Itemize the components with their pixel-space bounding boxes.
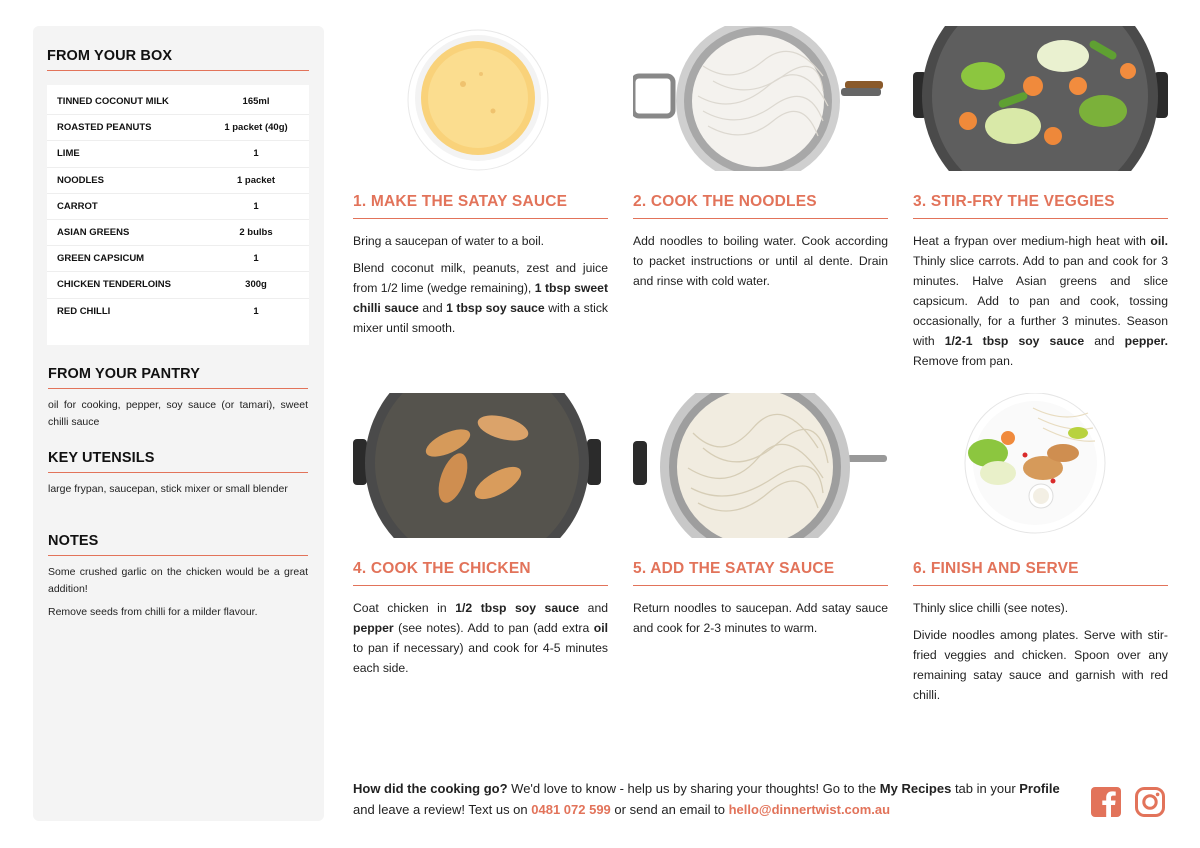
bold-text: 1 tbsp sweet chilli sauce — [353, 281, 609, 315]
bold-text: How did the cooking go? — [353, 781, 508, 796]
bold-text: 1/2-1 tbsp soy sauce — [944, 334, 1085, 348]
bold-text: oil. — [1150, 234, 1168, 248]
satay-sauce-bowl-icon — [353, 26, 608, 171]
text-span: (see notes). Add to pan (add extra — [393, 621, 594, 635]
utensils-heading: KEY UTENSILS — [48, 450, 155, 466]
divider — [353, 218, 608, 219]
utensils-section — [48, 450, 308, 498]
step-paragraph — [353, 598, 608, 678]
notes-heading: NOTES — [48, 533, 99, 549]
chicken-frypan-icon — [353, 393, 608, 538]
ingredient-qty: 1 — [253, 253, 259, 265]
step-body — [633, 231, 888, 291]
ingredients-table — [47, 85, 309, 345]
ingredient-qty: 1 — [253, 200, 259, 212]
ingredient-row — [47, 115, 309, 141]
text-span: Thinly slice chilli (see notes). — [913, 601, 1069, 615]
step-photo — [353, 393, 608, 538]
step-photo — [633, 393, 888, 538]
ingredient-name: LIME — [57, 148, 80, 160]
step-title: 6. FINISH AND SERVE — [913, 560, 1079, 577]
step-title: 4. COOK THE CHICKEN — [353, 560, 531, 577]
divider — [633, 218, 888, 219]
ingredient-row — [47, 89, 309, 115]
divider — [913, 585, 1168, 586]
text-span: Remove from pan. — [913, 354, 1014, 368]
ingredient-name: ROASTED PEANUTS — [57, 122, 152, 134]
ingredient-name: NOODLES — [57, 174, 104, 186]
text-span: Divide noodles among plates. Serve with stir-fried veggies and chicken. Spoon over any remaining satay sauce and garnish with red chilli. — [913, 628, 1168, 702]
step-body — [913, 231, 1168, 371]
from-your-box-heading: FROM YOUR BOX — [47, 48, 173, 64]
ingredient-qty: 1 packet (40g) — [224, 122, 288, 134]
text-span: or send an email to — [610, 802, 729, 817]
step-1 — [353, 26, 608, 338]
ingredient-name: CARROT — [57, 200, 98, 212]
step-paragraph — [913, 231, 1168, 371]
text-span: Heat a frypan over medium-high heat with — [913, 234, 1151, 248]
step-body — [353, 598, 608, 678]
divider — [48, 555, 308, 556]
divider — [47, 70, 309, 71]
step-body — [633, 598, 888, 638]
step-paragraph — [913, 598, 1168, 618]
ingredient-row — [47, 194, 309, 220]
text-span: Blend coconut milk, peanuts, zest and juice from 1/2 lime (wedge remaining), — [353, 261, 608, 295]
ingredient-qty: 1 — [253, 306, 259, 318]
facebook-link[interactable] — [1090, 786, 1122, 818]
bold-text: Profile — [1019, 781, 1060, 796]
ingredient-name: CHICKEN TENDERLOINS — [57, 279, 172, 291]
divider — [48, 472, 308, 473]
ingredient-qty: 300g — [245, 279, 267, 291]
pantry-heading: FROM YOUR PANTRY — [48, 366, 200, 382]
ingredient-row — [47, 168, 309, 194]
ingredient-name: ASIAN GREENS — [57, 227, 130, 239]
notes-section — [48, 533, 308, 621]
step-title: 2. COOK THE NOODLES — [633, 193, 817, 210]
step-title: 3. STIR-FRY THE VEGGIES — [913, 193, 1115, 210]
step-paragraph — [353, 231, 608, 251]
step-photo — [633, 26, 888, 171]
bold-text: pepper — [353, 621, 394, 635]
ingredient-name: RED CHILLI — [57, 306, 111, 318]
bold-text: pepper. — [1124, 334, 1168, 348]
text-span: and — [579, 601, 608, 615]
text-span: Add noodles to boiling water. Cook according to packet instructions or until al dente. Drain and rinse with cold water. — [633, 234, 888, 288]
ingredient-row — [47, 141, 309, 167]
divider — [353, 585, 608, 586]
ingredient-name: GREEN CAPSICUM — [57, 253, 145, 265]
ingredient-qty: 1 — [253, 148, 259, 160]
text-span: and — [418, 301, 447, 315]
step-body — [913, 598, 1168, 705]
noodles-strainer-icon — [633, 26, 888, 171]
text-span: Coat chicken in — [353, 601, 456, 615]
contact-link[interactable]: hello@dinnertwist.com.au — [728, 802, 891, 817]
bold-text: 1/2 tbsp soy sauce — [455, 601, 580, 615]
step-body — [353, 231, 608, 338]
instagram-icon — [1134, 786, 1166, 818]
step-paragraph — [913, 625, 1168, 705]
ingredient-name: TINNED COCONUT MILK — [57, 96, 169, 108]
from-your-box-section — [47, 48, 309, 345]
divider — [633, 585, 888, 586]
step-4 — [353, 393, 608, 678]
ingredient-qty: 165ml — [242, 96, 270, 108]
text-span: Thinly slice carrots. Add to pan and cook for 3 minutes. Halve Asian greens and slice capsicum. Add to pan and cook, tossing occasionally, for a further 3 minutes. Season with — [913, 254, 1168, 348]
note-item: Some crushed garlic on the chicken would be a great addition! — [48, 566, 308, 595]
text-span: to pan if necessary) and cook for 4-5 minutes each side. — [353, 641, 608, 675]
veggies-frypan-icon — [913, 26, 1168, 171]
text-span: We'd love to know - help us by sharing your thoughts! Go to the — [507, 781, 880, 796]
feedback-footer — [353, 778, 1073, 820]
text-span: and leave a review! Text us on — [353, 802, 532, 817]
instagram-link[interactable] — [1134, 786, 1166, 818]
step-photo — [353, 26, 608, 171]
ingredient-qty: 2 bulbs — [239, 227, 273, 239]
step-title: 5. ADD THE SATAY SAUCE — [633, 560, 835, 577]
ingredient-row — [47, 246, 309, 272]
step-photo — [913, 393, 1168, 538]
step-title: 1. MAKE THE SATAY SAUCE — [353, 193, 568, 210]
utensils-text: large frypan, saucepan, stick mixer or small blender — [48, 483, 288, 495]
step-6 — [913, 393, 1168, 705]
facebook-icon — [1090, 786, 1122, 818]
ingredient-row — [47, 299, 309, 325]
divider — [48, 388, 308, 389]
noodles-saucepan-icon — [633, 393, 888, 538]
text-span: Return noodles to saucepan. Add satay sauce and cook for 2-3 minutes to warm. — [633, 601, 888, 635]
bold-text: My Recipes — [879, 781, 952, 796]
step-paragraph — [633, 231, 888, 291]
step-photo — [913, 26, 1168, 171]
sidebar — [33, 26, 324, 821]
step-paragraph — [633, 598, 888, 638]
text-span: Bring a saucepan of water to a boil. — [353, 234, 545, 248]
bold-text: 1 tbsp soy sauce — [446, 301, 545, 315]
step-2 — [633, 26, 888, 291]
note-item: Remove seeds from chilli for a milder flavour. — [48, 606, 258, 618]
ingredient-row — [47, 220, 309, 246]
step-5 — [633, 393, 888, 638]
ingredient-qty: 1 packet — [236, 174, 276, 186]
bold-text: oil — [593, 621, 608, 635]
text-span: tab in your — [951, 781, 1020, 796]
ingredient-row — [47, 272, 309, 298]
divider — [913, 218, 1168, 219]
contact-link[interactable]: 0481 072 599 — [531, 802, 611, 817]
step-paragraph — [353, 258, 608, 338]
served-plate-icon — [913, 393, 1168, 538]
step-3 — [913, 26, 1168, 371]
pantry-section — [48, 366, 308, 431]
pantry-text: oil for cooking, pepper, soy sauce (or tamari), sweet chilli sauce — [48, 399, 308, 428]
text-span: and — [1084, 334, 1125, 348]
text-span: with a stick mixer until smooth. — [353, 301, 609, 335]
